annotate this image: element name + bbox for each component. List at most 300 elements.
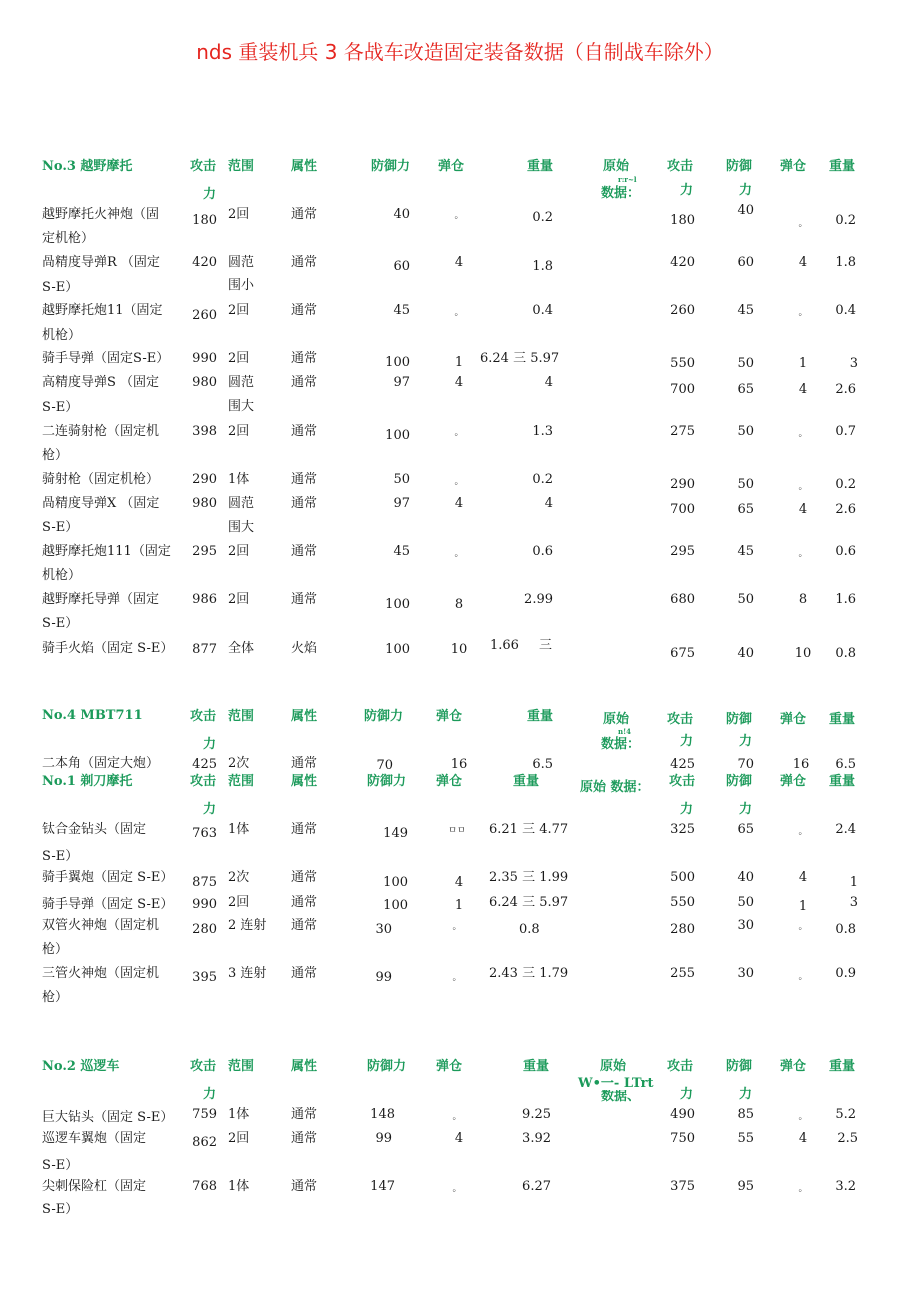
cell-weight: 0.6: [532, 544, 553, 559]
header-o-ammo: 弹仓: [780, 774, 807, 789]
cell-o-weight: 3: [849, 895, 858, 910]
cell-weight: 6.24 三 5.97: [480, 351, 560, 366]
cell-defense: 149: [383, 826, 408, 841]
cell-attack: 290: [192, 472, 217, 487]
equip-name: 尖刺保险杠（固定: [42, 1179, 147, 1194]
cell-ammo: 4: [454, 875, 464, 890]
cell-o-ammo: 。: [798, 219, 808, 229]
cell-ammo: 4: [454, 375, 464, 390]
cell-range: 2回: [228, 351, 250, 366]
cell-o-attack: 180: [670, 213, 695, 228]
cell-attr: 通常: [291, 822, 318, 837]
cell-o-defense: 30: [737, 918, 754, 933]
equip-name-2: S-E）: [42, 280, 79, 295]
header-o-weight: 重量: [829, 1059, 856, 1074]
cell-ammo: 。: [454, 428, 464, 438]
header-range: 范围: [228, 709, 255, 724]
cell-defense: 40: [393, 207, 410, 222]
cell-o-attack: 295: [670, 544, 695, 559]
cell-o-ammo: 。: [798, 1112, 808, 1122]
cell-o-ammo: 10: [794, 646, 812, 661]
cell-o-ammo: 1: [798, 899, 808, 914]
cell-weight: 9.25: [522, 1107, 551, 1122]
cell-ammo: 。: [454, 477, 464, 487]
equip-name-2: 枪）: [42, 990, 69, 1005]
cell-o-weight: 2.6: [835, 382, 856, 397]
header-ammo: 弹仓: [436, 709, 463, 724]
cell-o-weight: 1.8: [835, 255, 856, 270]
header-o-weight: 重量: [829, 774, 856, 789]
equip-name-2: S-E）: [42, 616, 79, 631]
cell-defense: 97: [393, 375, 410, 390]
header-attr: 属性: [291, 774, 318, 789]
cell-defense: 70: [376, 758, 393, 773]
cell-o-attack: 420: [670, 255, 695, 270]
cell-o-weight: 1.6: [835, 592, 856, 607]
cell-range-2: 围大: [228, 399, 255, 414]
cell-o-defense: 50: [737, 424, 754, 439]
cell-o-attack: 680: [670, 592, 695, 607]
cell-attr: 通常: [291, 472, 318, 487]
header-weight: 重量: [513, 774, 540, 789]
cell-ammo: 。: [452, 1112, 462, 1122]
cell-range-2: 围大: [228, 520, 255, 535]
cell-o-attack: 675: [670, 646, 695, 661]
cell-o-defense: 60: [737, 255, 754, 270]
header-o-attack-2: 力: [680, 802, 694, 817]
cell-defense: 148: [370, 1107, 395, 1122]
cell-range: 1体: [228, 1179, 250, 1194]
cell-o-attack: 290: [670, 477, 695, 492]
header-o-defense: 防御: [726, 712, 753, 727]
cell-range-2: 围小: [228, 278, 255, 293]
cell-defense: 97: [393, 496, 410, 511]
cell-weight: 6.27: [522, 1179, 551, 1194]
cell-attr: 通常: [291, 756, 318, 771]
cell-defense: 30: [375, 922, 392, 937]
equip-name-2: S-E）: [42, 849, 79, 864]
equip-name: 三管火神炮（固定机: [42, 966, 160, 981]
header-o-defense: 防御: [726, 159, 753, 174]
cell-o-attack: 490: [670, 1107, 695, 1122]
header-weight: 重量: [527, 159, 554, 174]
cell-attack: 295: [192, 544, 217, 559]
header-o-weight: 重量: [829, 712, 856, 727]
header-range: 范围: [228, 774, 255, 789]
cell-o-weight: 0.9: [835, 966, 856, 981]
cell-weight: 0.8: [519, 922, 540, 937]
cell-ammo: 。: [452, 1184, 462, 1194]
cell-attack: 398: [192, 424, 217, 439]
section-name: No.1 剃刀摩托: [42, 774, 133, 789]
cell-attr: 通常: [291, 351, 318, 366]
header-weight: 重量: [523, 1059, 550, 1074]
cell-attack: 420: [192, 255, 217, 270]
cell-attack: 768: [192, 1179, 217, 1194]
equip-name: 越野摩托炮111（固定: [42, 544, 171, 559]
cell-o-ammo: 8: [798, 592, 808, 607]
cell-range: 全体: [228, 641, 255, 656]
cell-o-attack: 425: [670, 757, 695, 772]
cell-weight: 2.43 三 1.79: [489, 966, 569, 981]
header-ammo: 弹仓: [436, 1059, 463, 1074]
section-name: No.3 越野摩托: [42, 159, 133, 174]
cell-o-defense: 50: [737, 477, 754, 492]
cell-attr: 通常: [291, 895, 318, 910]
cell-ammo: 。: [454, 211, 464, 221]
cell-weight: 4: [544, 375, 553, 390]
cell-o-weight: 2.4: [835, 822, 856, 837]
cell-attr: 通常: [291, 207, 318, 222]
cell-o-ammo: 。: [798, 308, 808, 318]
equip-name: 巨大钻头（固定 S-E）: [42, 1110, 174, 1125]
cell-o-attack: 325: [670, 822, 695, 837]
header-o-attack-2: 力: [680, 183, 694, 198]
cell-o-ammo: 。: [798, 482, 808, 492]
equip-name: 骑手翼炮（固定 S-E）: [42, 870, 174, 885]
section-name: No.4 MBT711: [42, 708, 143, 723]
equip-name-2: 机枪）: [42, 568, 82, 583]
cell-o-ammo: 。: [798, 972, 808, 982]
cell-attack: 425: [192, 757, 217, 772]
cell-attack: 980: [192, 496, 217, 511]
header-orig-2: 数据：: [601, 737, 641, 752]
cell-o-defense: 50: [737, 895, 754, 910]
cell-o-weight: 1: [849, 875, 858, 890]
cell-o-weight: 6.5: [835, 757, 856, 772]
cell-defense: 50: [393, 472, 410, 487]
cell-o-weight: 0.6: [835, 544, 856, 559]
header-orig: 原始: [603, 159, 630, 174]
cell-o-attack: 750: [670, 1131, 695, 1146]
cell-o-weight: 0.4: [835, 303, 856, 318]
cell-range: 圆范: [228, 496, 255, 511]
equip-name: 越野摩托炮11（固定: [42, 303, 163, 318]
cell-o-defense: 70: [737, 757, 754, 772]
header-orig-2: W•一- LTrt: [578, 1076, 654, 1091]
cell-defense: 100: [385, 355, 410, 370]
cell-ammo: 8: [454, 597, 464, 612]
cell-attack: 875: [192, 875, 217, 890]
cell-weight: 1.8: [532, 259, 553, 274]
cell-ammo: 4: [454, 496, 464, 511]
header-defense: 防御力: [371, 159, 411, 174]
equip-name: 骑射枪（固定机枪）: [42, 472, 160, 487]
equip-name-2: 机枪）: [42, 328, 82, 343]
cell-defense: 100: [383, 898, 408, 913]
cell-weight-b: 三: [539, 638, 553, 653]
equip-name: 骑手导弹（固定 S-E）: [42, 897, 174, 912]
cell-o-weight: 0.2: [835, 213, 856, 228]
cell-attr: 通常: [291, 918, 318, 933]
cell-o-weight: 0.8: [835, 646, 856, 661]
cell-o-attack: 375: [670, 1179, 695, 1194]
cell-o-ammo: 。: [798, 922, 808, 932]
cell-attr: 通常: [291, 966, 318, 981]
cell-weight: 6.5: [532, 757, 553, 772]
cell-defense: 45: [393, 544, 410, 559]
cell-weight: 2.99: [524, 592, 553, 607]
header-range: 范围: [228, 1059, 255, 1074]
equip-name: 巡逻车翼炮（固定: [42, 1131, 147, 1146]
header-orig-3: 数据、: [601, 1090, 641, 1102]
equip-name: 高精度导弹S （固定: [42, 375, 160, 390]
cell-attr: 通常: [291, 592, 318, 607]
header-attr: 属性: [291, 709, 318, 724]
cell-range: 2回: [228, 207, 250, 222]
cell-range: 2回: [228, 544, 250, 559]
cell-o-defense: 45: [737, 303, 754, 318]
cell-range: 2次: [228, 756, 250, 771]
header-o-defense: 防御: [726, 774, 753, 789]
cell-o-attack: 280: [670, 922, 695, 937]
cell-weight: 4: [544, 496, 553, 511]
equip-name: 骑手导弹（固定S-E）: [42, 351, 170, 366]
cell-o-ammo: 4: [798, 870, 808, 885]
cell-attr: 通常: [291, 1179, 318, 1194]
cell-range: 3 连射: [228, 966, 267, 981]
cell-attack: 877: [192, 642, 217, 657]
cell-attack: 759: [192, 1107, 217, 1122]
cell-weight: 3.92: [522, 1131, 551, 1146]
cell-defense: 60: [393, 259, 410, 274]
cell-o-ammo: 。: [798, 1184, 808, 1194]
header-attack-2: 力: [203, 737, 217, 752]
header-o-attack: 攻击: [667, 1059, 694, 1074]
cell-range: 2回: [228, 1131, 250, 1146]
cell-o-attack: 550: [670, 895, 695, 910]
header-o-attack: 攻击: [669, 774, 696, 789]
cell-attack: 980: [192, 375, 217, 390]
cell-o-weight: 2.5: [837, 1131, 858, 1146]
header-range: 范围: [228, 159, 255, 174]
header-ammo: 弹仓: [438, 159, 465, 174]
header-o-weight: 重量: [829, 159, 856, 174]
cell-weight: 6.24 三 5.97: [489, 895, 569, 910]
equip-name-2: S-E）: [42, 400, 79, 415]
cell-weight: 1.66: [490, 638, 519, 653]
cell-o-attack: 260: [670, 303, 695, 318]
cell-o-attack: 550: [670, 356, 695, 371]
cell-attr: 通常: [291, 303, 318, 318]
cell-attack: 280: [192, 922, 217, 937]
cell-range: 1体: [228, 472, 250, 487]
cell-attack: 260: [192, 308, 217, 323]
cell-weight: 1.3: [532, 424, 553, 439]
cell-o-ammo: 。: [798, 549, 808, 559]
cell-range: 1体: [228, 822, 250, 837]
cell-defense: 147: [370, 1179, 395, 1194]
cell-defense: 99: [375, 970, 392, 985]
equip-name: 骑手火焰（固定 S-E）: [42, 641, 174, 656]
header-o-defense-2: 力: [739, 734, 753, 749]
header-attack-2: 力: [203, 187, 217, 202]
header-defense: 防御力: [364, 709, 404, 724]
cell-o-ammo: 16: [792, 757, 810, 772]
equip-name: 二本角（固定大炮）: [42, 756, 160, 771]
header-ammo: 弹仓: [436, 774, 463, 789]
header-orig: 原始: [600, 1059, 627, 1074]
cell-o-defense: 95: [737, 1179, 754, 1194]
header-attr: 属性: [291, 159, 318, 174]
cell-o-defense: 50: [737, 356, 754, 371]
cell-defense: 100: [385, 428, 410, 443]
cell-attack: 395: [192, 970, 217, 985]
equip-name: 越野摩托导弹（固定: [42, 592, 160, 607]
cell-attr: 火焰: [291, 641, 318, 656]
cell-o-weight: 3: [849, 356, 858, 371]
cell-o-ammo: 4: [798, 382, 808, 397]
cell-defense: 100: [383, 875, 408, 890]
header-orig-2: 数据：: [601, 186, 641, 201]
header-orig: 原始 数据：: [580, 780, 650, 795]
header-defense: 防御力: [367, 774, 407, 789]
header-weight: 重量: [527, 709, 554, 724]
cell-range: 2次: [228, 870, 250, 885]
cell-defense: 99: [375, 1131, 392, 1146]
header-attack-2: 力: [203, 1087, 217, 1102]
cell-o-defense: 40: [737, 870, 754, 885]
cell-o-defense: 50: [737, 592, 754, 607]
equip-name-2: 定机枪）: [42, 231, 95, 246]
cell-attr: 通常: [291, 544, 318, 559]
header-o-ammo: 弹仓: [780, 1059, 807, 1074]
cell-o-defense: 85: [737, 1107, 754, 1122]
cell-defense: 45: [393, 303, 410, 318]
header-orig-mark: n!4: [618, 727, 632, 736]
cell-o-defense: 65: [737, 382, 754, 397]
header-attack: 攻击: [190, 709, 217, 724]
cell-o-ammo: 4: [798, 255, 808, 270]
equip-name-2: S-E）: [42, 520, 79, 535]
cell-weight: 6.21 三 4.77: [489, 822, 569, 837]
cell-attr: 通常: [291, 424, 318, 439]
cell-o-attack: 255: [670, 966, 695, 981]
cell-o-weight: 0.2: [835, 477, 856, 492]
cell-o-weight: 0.7: [835, 424, 856, 439]
cell-attack: 986: [192, 592, 217, 607]
cell-o-attack: 700: [670, 502, 695, 517]
cell-o-attack: 700: [670, 382, 695, 397]
cell-ammo: 。: [454, 549, 464, 559]
header-attack: 攻击: [190, 159, 217, 174]
cell-attr: 通常: [291, 1131, 318, 1146]
cell-o-weight: 3.2: [835, 1179, 856, 1194]
header-o-ammo: 弹仓: [780, 159, 807, 174]
header-o-attack-2: 力: [680, 734, 694, 749]
header-attack: 攻击: [190, 1059, 217, 1074]
cell-defense: 100: [385, 642, 410, 657]
cell-ammo: ㅁㅁ: [448, 826, 466, 836]
cell-weight: 0.2: [532, 472, 553, 487]
cell-o-weight: 2.6: [835, 502, 856, 517]
cell-attr: 通常: [291, 375, 318, 390]
equip-name: 越野摩托火神炮（固: [42, 207, 160, 222]
cell-ammo: 1: [454, 355, 464, 370]
header-attack-2: 力: [203, 802, 217, 817]
cell-ammo: 10: [450, 642, 468, 657]
cell-range: 2回: [228, 303, 250, 318]
equip-name-2: 枪）: [42, 448, 69, 463]
cell-o-defense: 55: [737, 1131, 754, 1146]
equip-name: 咼精度导弹X （固定: [42, 496, 160, 511]
cell-weight: 0.2: [532, 210, 553, 225]
cell-attack: 862: [192, 1135, 217, 1150]
cell-range: 2回: [228, 592, 250, 607]
cell-ammo: 1: [454, 898, 464, 913]
cell-ammo: 。: [452, 973, 462, 983]
cell-o-attack: 500: [670, 870, 695, 885]
equip-name: 钛合金钻头（固定: [42, 822, 147, 837]
cell-o-ammo: 4: [798, 1131, 808, 1146]
cell-range: 2 连射: [228, 918, 267, 933]
cell-attr: 通常: [291, 496, 318, 511]
cell-ammo: 。: [454, 308, 464, 318]
cell-o-ammo: 。: [798, 827, 808, 837]
cell-ammo: 4: [454, 255, 464, 270]
cell-range: 2回: [228, 895, 250, 910]
cell-attack: 990: [192, 897, 217, 912]
cell-o-weight: 0.8: [835, 922, 856, 937]
cell-attack: 990: [192, 351, 217, 366]
cell-weight: 0.4: [532, 303, 553, 318]
cell-o-ammo: 。: [798, 429, 808, 439]
header-orig: 原始: [603, 712, 630, 727]
page-title: nds 重装机兵 3 各战车改造固定装备数据（自制战车除外）: [196, 40, 724, 64]
cell-attr: 通常: [291, 870, 318, 885]
header-o-ammo: 弹仓: [780, 712, 807, 727]
cell-o-weight: 5.2: [835, 1107, 856, 1122]
header-o-defense-2: 力: [739, 183, 753, 198]
cell-o-defense: 30: [737, 966, 754, 981]
equip-name: 二连骑射枪（固定机: [42, 424, 160, 439]
header-orig-mark: r:r~l: [618, 175, 637, 184]
header-defense: 防御力: [367, 1059, 407, 1074]
cell-defense: 100: [385, 597, 410, 612]
header-o-defense-2: 力: [739, 802, 753, 817]
cell-weight: 2.35 三 1.99: [489, 870, 569, 885]
equip-name: 双管火神炮（固定机: [42, 918, 160, 933]
equip-name-2: S-E）: [42, 1158, 79, 1173]
cell-o-defense: 45: [737, 544, 754, 559]
equip-name: 咼精度导弹R （固定: [42, 255, 160, 270]
cell-o-attack: 275: [670, 424, 695, 439]
section-name: No.2 巡逻车: [42, 1059, 120, 1074]
cell-range: 圆范: [228, 255, 255, 270]
equip-name-2: S-E）: [42, 1202, 79, 1217]
cell-o-defense: 40: [737, 203, 754, 218]
header-o-attack-2: 力: [680, 1087, 694, 1102]
cell-ammo: 16: [450, 757, 468, 772]
cell-o-ammo: 1: [798, 356, 808, 371]
header-o-defense-2: 力: [739, 1087, 753, 1102]
cell-attack: 763: [192, 826, 217, 841]
header-attack: 攻击: [190, 774, 217, 789]
header-o-attack: 攻击: [667, 712, 694, 727]
cell-o-defense: 40: [737, 646, 754, 661]
cell-attr: 通常: [291, 255, 318, 270]
header-o-defense: 防御: [726, 1059, 753, 1074]
cell-o-defense: 65: [737, 822, 754, 837]
cell-ammo: 4: [454, 1131, 464, 1146]
cell-ammo: 。: [452, 922, 462, 932]
cell-attr: 通常: [291, 1107, 318, 1122]
equip-name-2: 枪）: [42, 942, 69, 957]
header-o-attack: 攻击: [667, 159, 694, 174]
cell-o-defense: 65: [737, 502, 754, 517]
cell-attack: 180: [192, 213, 217, 228]
header-attr: 属性: [291, 1059, 318, 1074]
